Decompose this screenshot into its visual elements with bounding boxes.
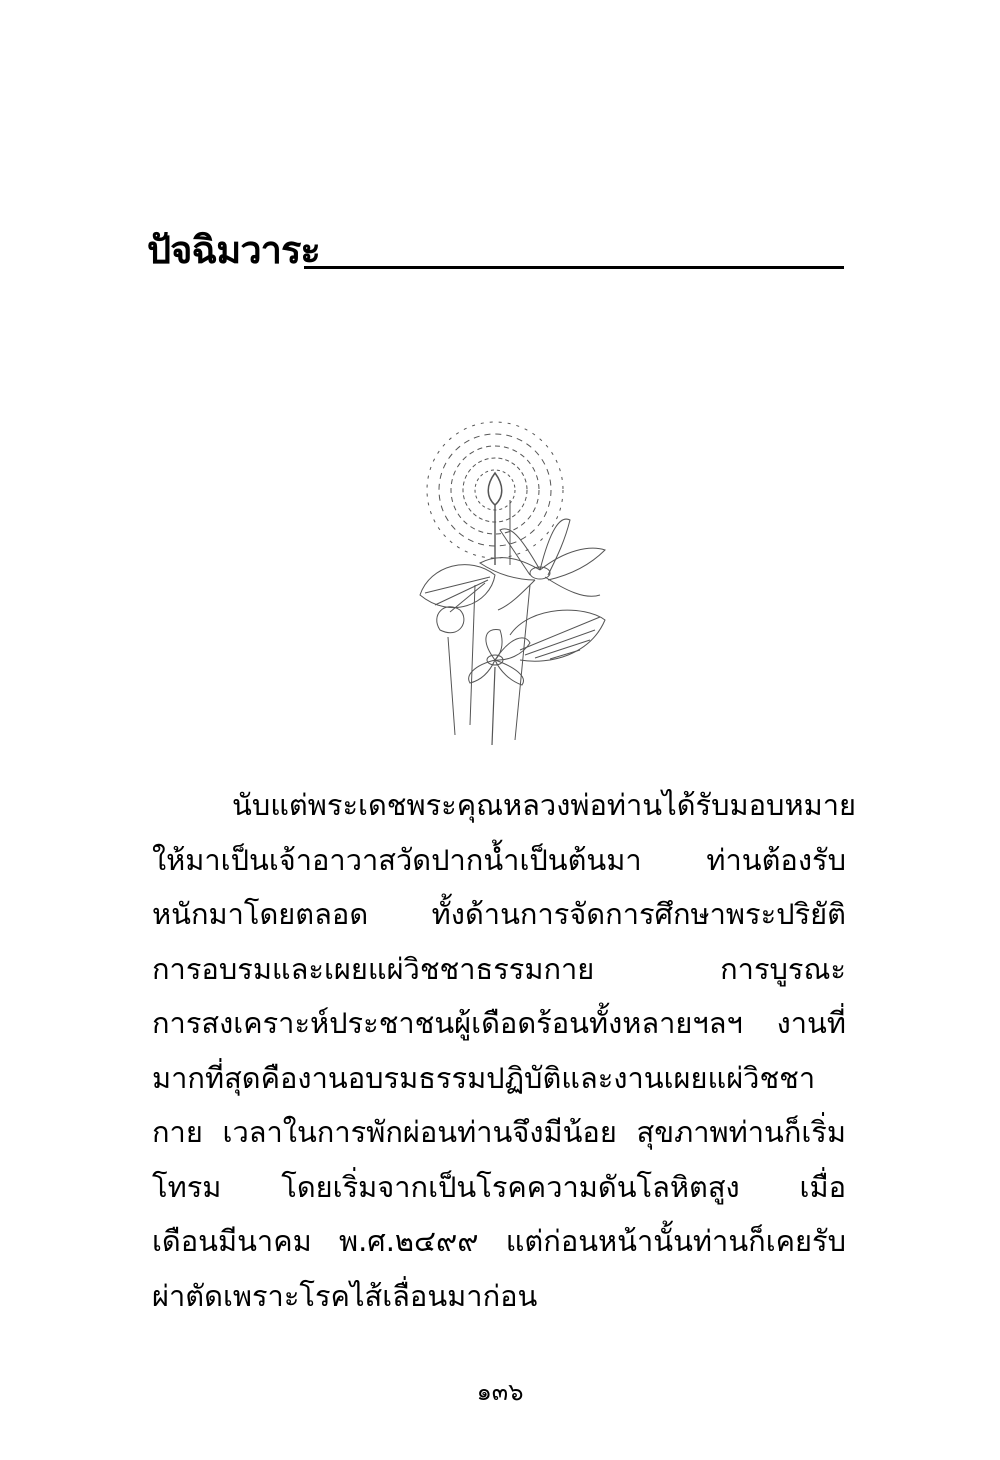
body-paragraph [152, 778, 856, 1323]
paragraph-line: หนักมาโดยตลอด ทั้งด้านการจัดการศึกษาพระปริยัติ [152, 897, 846, 931]
paragraph-line: การสงเคราะห์ประชาชนผู้เดือดร้อนทั้งหลายฯลฯ งานที่ [152, 1006, 846, 1040]
heading-underline [304, 266, 844, 269]
paragraph-line: มากที่สุดคืองานอบรมธรรมปฏิบัติและงานเผยแผ่วิชชา [152, 1060, 816, 1095]
paragraph-line: ให้มาเป็นเจ้าอาวาสวัดปากน้ำเป็นต้นมา ท่านต้องรับ [152, 842, 846, 877]
chapter-heading [147, 226, 847, 274]
paragraph-line: การอบรมและเผยแผ่วิชชาธรรมกาย การบูรณะ [152, 951, 846, 986]
paragraph-line: เดือนมีนาคม พ.ศ.๒๔๙๙ แต่ก่อนหน้านั้นท่านก็เคยรับ [152, 1224, 846, 1258]
paragraph-line: โทรม โดยเริ่มจากเป็นโรคความดันโลหิตสูง เมื่อ [152, 1169, 846, 1204]
paragraph-line: กาย เวลาในการพักผ่อนท่านจึงมีน้อย สุขภาพท่านก็เริ่ม [152, 1115, 846, 1149]
chapter-title: ปัจฉิมวาระ [147, 228, 320, 272]
page-number: ๑๓๖ [476, 1378, 524, 1406]
lotus-candle-illustration-icon [400, 405, 620, 750]
paragraph-line: นับแต่พระเดชพระคุณหลวงพ่อท่านได้รับมอบหมาย [232, 788, 856, 822]
paragraph-line: ผ่าตัดเพราะโรคไส้เลื่อนมาก่อน [152, 1278, 538, 1313]
